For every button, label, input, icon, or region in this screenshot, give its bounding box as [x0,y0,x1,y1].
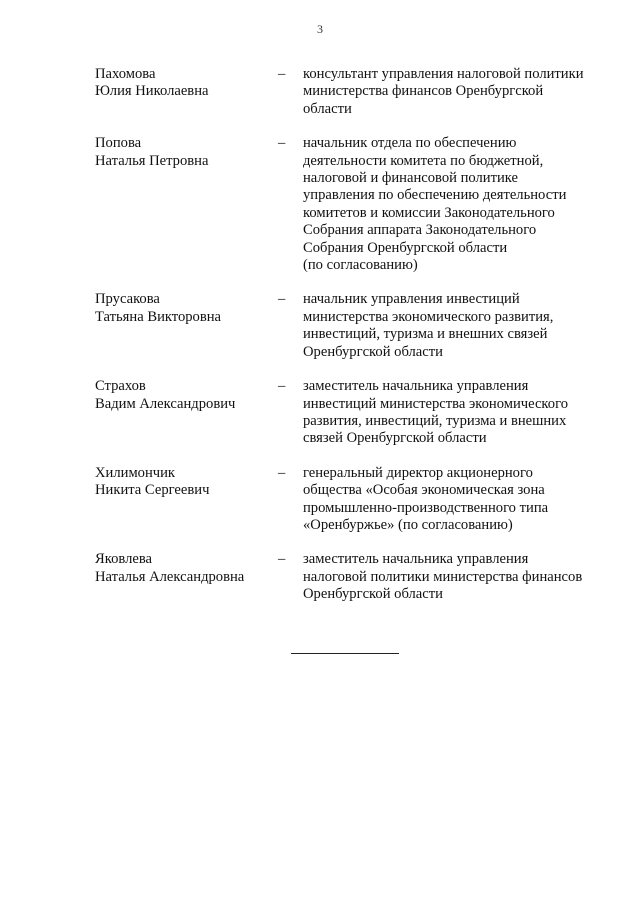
member-name [95,291,278,361]
role-line: генеральный директор акционерного [303,464,533,481]
role-line: налоговой политики министерства финансов [303,568,583,585]
role-line: налоговой и финансовой политике [303,170,519,187]
member-given-names: Вадим Александрович [95,395,236,412]
member-name [95,465,278,535]
member-entry [95,291,615,361]
role-line: министерства финансов Оренбургской [303,83,544,100]
member-given-names: Никита Сергеевич [95,482,210,499]
member-role [303,378,615,448]
member-entry [95,465,615,535]
role-line: начальник отдела по обеспечению [303,135,517,152]
role-line: развития, инвестиций, туризма и внешних [303,412,567,429]
role-line: общества «Особая экономическая зона [303,482,545,499]
closing-rule [291,653,399,654]
role-line: министерства экономического развития, [303,308,554,325]
role-line: заместитель начальника управления [303,551,529,568]
role-line: области [303,100,352,117]
member-entry [95,378,615,448]
member-surname: Попова [95,135,142,152]
entry-dash: – [278,66,286,82]
entry-dash: – [278,378,286,395]
member-surname: Яковлева [95,551,153,568]
role-line: консультант управления налоговой политики [303,66,584,82]
member-role [303,551,615,603]
member-surname: Хилимончик [95,464,176,481]
member-surname: Страхов [95,378,146,395]
member-surname: Пахомова [95,66,156,82]
member-entry [95,135,615,274]
member-entry [95,551,615,603]
entry-dash: – [278,135,286,152]
entry-dash: – [278,464,286,481]
entry-dash: – [278,291,286,308]
member-given-names: Татьяна Викторовна [95,308,222,325]
role-line: управления по обеспечению деятельности [303,187,567,204]
role-line: заместитель начальника управления [303,378,529,395]
member-given-names: Наталья Александровна [95,568,245,585]
role-line: Собрания Оренбургской области [303,239,508,256]
member-entry [95,66,615,118]
role-line: комитетов и комиссии Законодательного [303,204,555,221]
role-line: Оренбургской области [303,586,443,603]
member-name [95,66,278,118]
member-role [303,135,615,274]
member-given-names: Юлия Николаевна [95,83,209,100]
member-surname: Прусакова [95,291,160,308]
role-line: Собрания аппарата Законодательного [303,222,537,239]
role-line: «Оренбуржье» (по согласованию) [303,516,513,533]
member-role [303,291,615,361]
role-line: (по согласованию) [303,257,418,274]
role-line: связей Оренбургской области [303,430,487,447]
role-line: промышленно-производственного типа [303,499,549,516]
role-line: инвестиций министерства экономического [303,395,568,412]
member-given-names: Наталья Петровна [95,152,209,169]
member-role [303,465,615,535]
member-name [95,551,278,603]
page-number: 3 [317,22,323,36]
role-line: Оренбургской области [303,343,443,360]
role-line: инвестиций, туризма и внешних связей [303,326,548,343]
member-name [95,378,278,448]
member-name [95,135,278,274]
entry-dash: – [278,551,286,568]
role-line: деятельности комитета по бюджетной, [303,152,544,169]
member-role [303,66,615,118]
role-line: начальник управления инвестиций [303,291,520,308]
member-list [95,66,615,604]
